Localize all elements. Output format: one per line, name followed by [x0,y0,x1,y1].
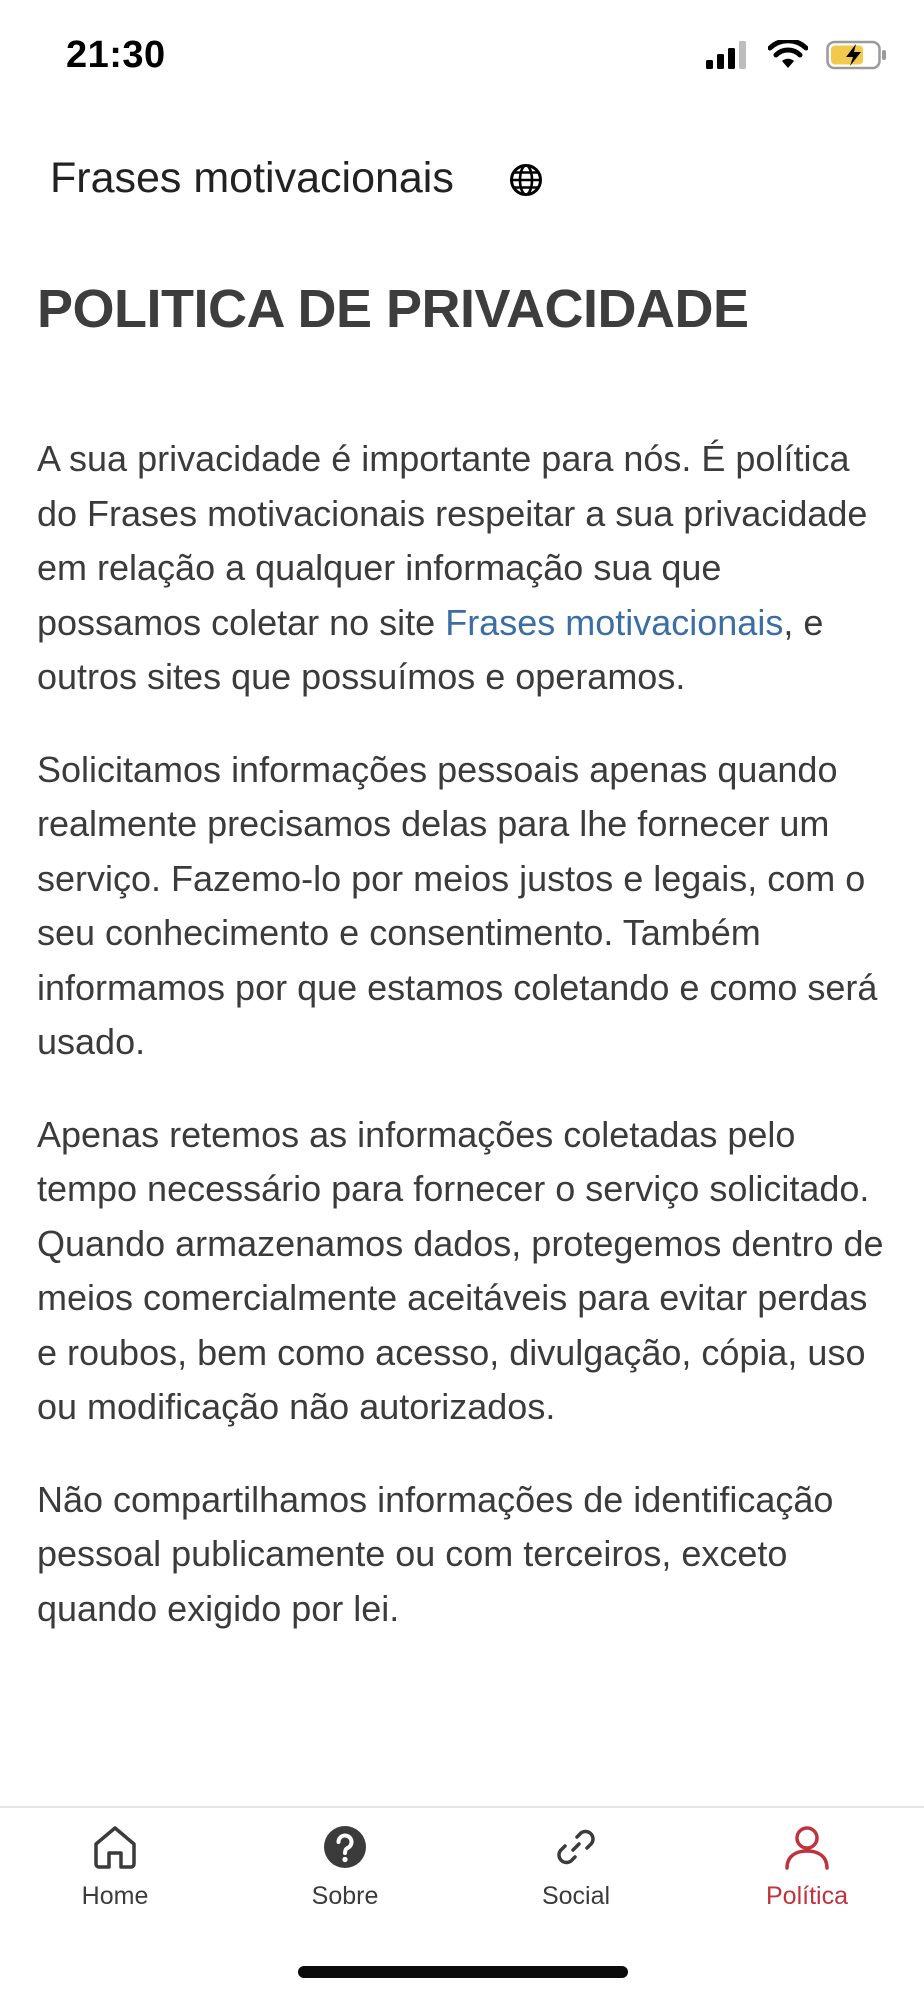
status-time: 21:30 [66,34,166,76]
paragraph-data-retention: Apenas retemos as informações coletadas pelo tempo necessário para fornecer o serviço solicitado. Quando armazenamos dados, protegemos dentro de meios comercialmente aceitáveis para evitar perdas e roubos, bem como acesso, divulgação, cópia, uso ou modificação não autorizados. [37,1113,884,1427]
user-icon [782,1822,832,1872]
nav-label-sobre: Sobre [311,1882,379,1910]
site-link[interactable]: Frases motivacionais [445,601,784,643]
link-icon [551,1822,601,1872]
nav-label-home: Home [81,1882,149,1910]
app-title: Frases motivacionais [50,154,454,202]
nav-label-politica: Política [766,1882,848,1910]
nav-label-social: Social [541,1882,611,1910]
nav-item-sobre[interactable] [245,1822,445,1942]
nav-item-politica[interactable] [707,1822,907,1942]
wifi-icon [768,40,808,70]
paragraph-text: A sua privacidade é importante para nós. É política do Frases motivacionais respeitar a sua privacidade em relação a qualquer informação sua que possamos coletar no site [37,438,868,643]
nav-item-home[interactable] [15,1822,215,1942]
paragraph-text: , e outros sites que possuímos e operamos. [37,601,824,697]
page-title: POLITICA DE PRIVACIDADE [37,279,749,339]
status-icons [706,40,888,70]
privacy-policy-content [37,270,887,1674]
paragraph-data-sharing: Não compartilhamos informações de identificação pessoal publicamente ou com terceiros, exceto quando exigido por lei. [37,1478,834,1629]
help-circle-icon [320,1822,370,1872]
paragraph-data-collection: Solicitamos informações pessoais apenas quando realmente precisamos delas para lhe fornecer um serviço. Fazemo-lo por meios justos e legais, com o seu conhecimento e consentimento. Também informamos por que estamos coletando e como será usado. [37,748,878,1062]
nav-item-social[interactable] [476,1822,676,1942]
status-bar [0,0,924,110]
home-icon [90,1822,140,1872]
globe-icon [508,162,544,198]
app-header [0,140,924,222]
signal-icon [706,41,750,69]
paragraph-privacy-importance [37,432,887,705]
home-indicator[interactable] [298,1966,628,1978]
language-button[interactable] [508,162,544,198]
battery-charging-icon [826,40,888,70]
